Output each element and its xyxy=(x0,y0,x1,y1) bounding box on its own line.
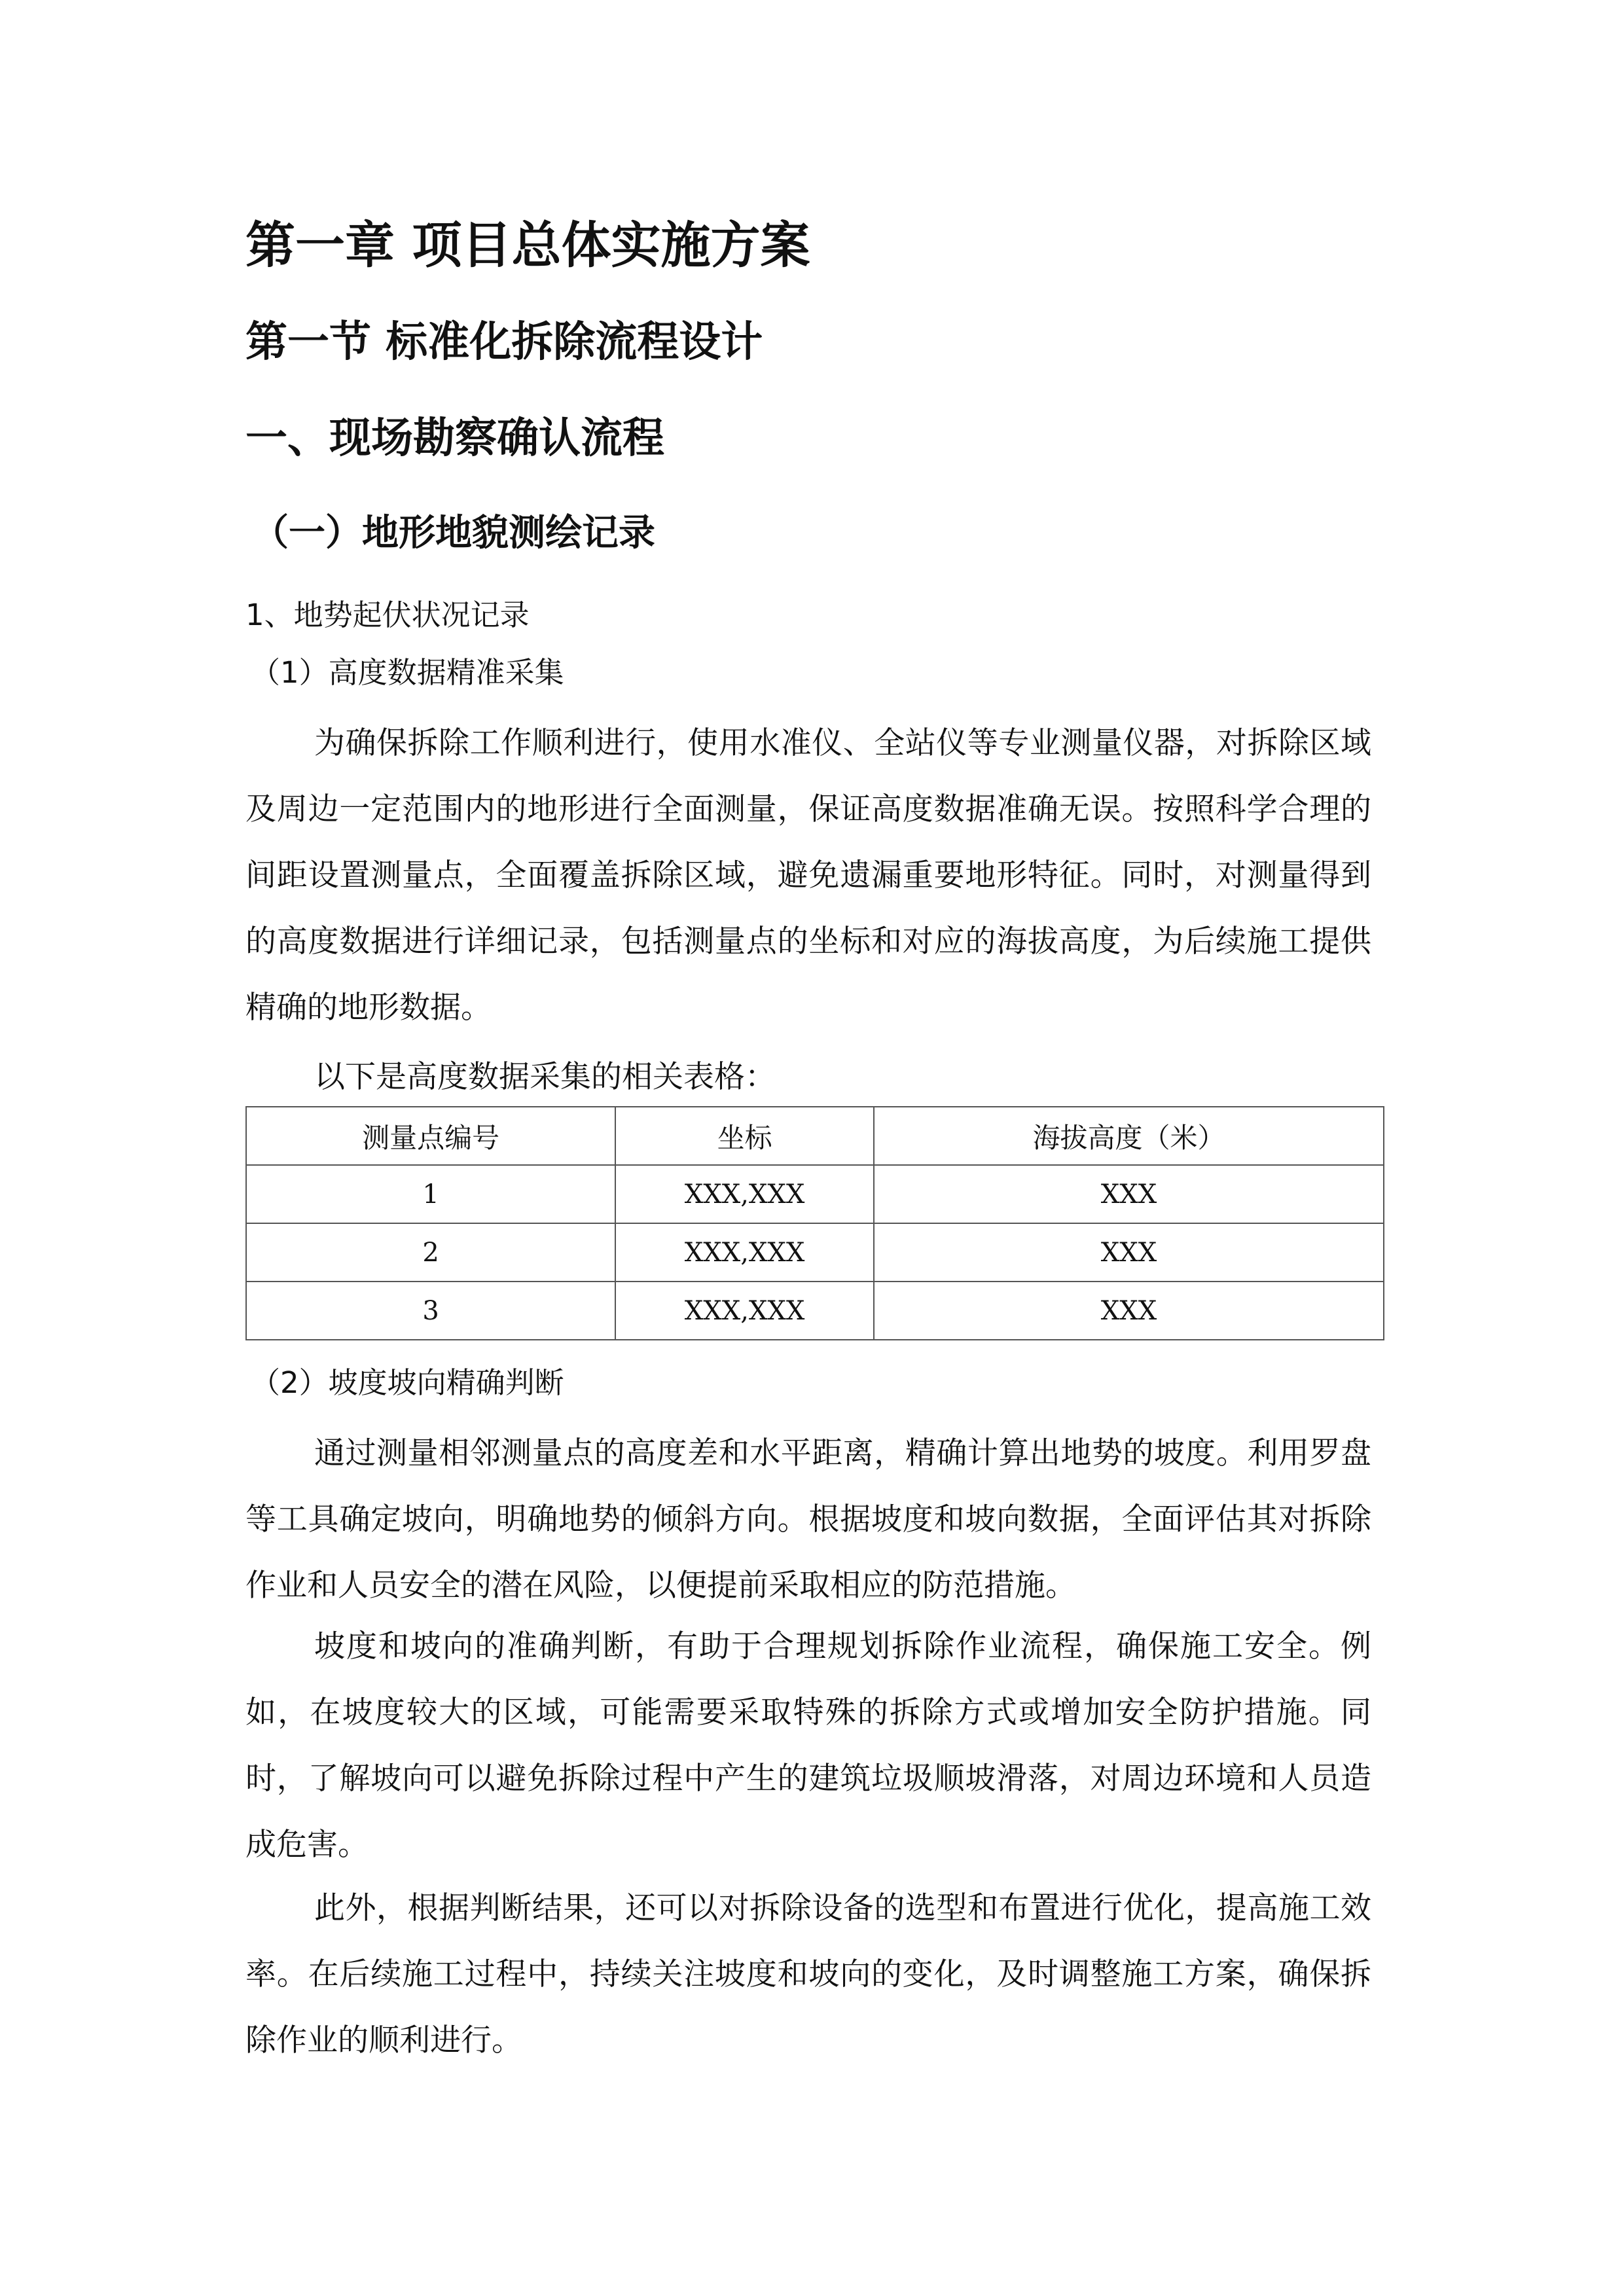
paragraph-optimization: 此外，根据判断结果，还可以对拆除设备的选型和布置进行优化，提高施工效率。在后续施工过程中，持续关注坡度和坡向的变化，及时调整施工方案，确保拆除作业的顺利进行。 xyxy=(245,1890,1371,2058)
subsubsection-title: （一）地形地貌测绘记录 xyxy=(252,512,655,554)
table-cell: 2 xyxy=(246,1223,615,1282)
subsection-title: 一、现场勘察确认流程 xyxy=(245,414,664,463)
table-header-cell: 坐标 xyxy=(615,1107,874,1165)
table-cell: XXX,XXX xyxy=(615,1223,874,1282)
table-cell: 3 xyxy=(246,1282,615,1340)
paragraph-slope: 通过测量相邻测量点的高度差和水平距离，精确计算出地势的坡度。利用罗盘等工具确定坡向，明确地势的倾斜方向。根据坡度和坡向数据，全面评估其对拆除作业和人员安全的潜在风险，以便提前采取相应的防范措施。 xyxy=(245,1435,1371,1604)
paragraph-slope-planning: 坡度和坡向的准确判断，有助于合理规划拆除作业流程，确保施工安全。例如，在坡度较大的区域，可能需要采取特殊的拆除方式或增加安全防护措施。同时，了解坡向可以避免拆除过程中产生的建筑垃圾顺坡滑落，对周边环境和人员造成危害。 xyxy=(245,1628,1371,1863)
table-cell: XXX,XXX xyxy=(615,1282,874,1340)
paragraph-height-data: 为确保拆除工作顺利进行，使用水准仪、全站仪等专业测量仪器，对拆除区域及周边一定范围内的地形进行全面测量，保证高度数据准确无误。按照科学合理的间距设置测量点，全面覆盖拆除区域，避免遗漏重要地形特征。同时，对测量得到的高度数据进行详细记录，包括测量点的坐标和对应的海拔高度，为后续施工提供精确的地形数据。 xyxy=(245,725,1371,1026)
item-1-2-title: （2）坡度坡向精确判断 xyxy=(251,1365,564,1400)
item-1-1-title: （1）高度数据精准采集 xyxy=(251,655,564,690)
table-cell: XXX xyxy=(874,1223,1384,1282)
table-intro: 以下是高度数据采集的相关表格： xyxy=(314,1059,776,1095)
table-header-cell: 海拔高度（米） xyxy=(874,1107,1384,1165)
table-cell: XXX,XXX xyxy=(615,1165,874,1223)
table-row xyxy=(246,1223,1384,1282)
table-row xyxy=(246,1282,1384,1340)
table-header-row xyxy=(246,1107,1384,1165)
table-row xyxy=(246,1165,1384,1223)
table-header-cell: 测量点编号 xyxy=(246,1107,615,1165)
table-cell: XXX xyxy=(874,1165,1384,1223)
table-cell: 1 xyxy=(246,1165,615,1223)
chapter-title: 第一章 项目总体实施方案 xyxy=(245,216,810,274)
height-data-table xyxy=(245,1106,1384,1340)
table-cell: XXX xyxy=(874,1282,1384,1340)
item-1-title: 1、地势起伏状况记录 xyxy=(245,598,530,632)
section-title: 第一节 标准化拆除流程设计 xyxy=(245,318,763,367)
